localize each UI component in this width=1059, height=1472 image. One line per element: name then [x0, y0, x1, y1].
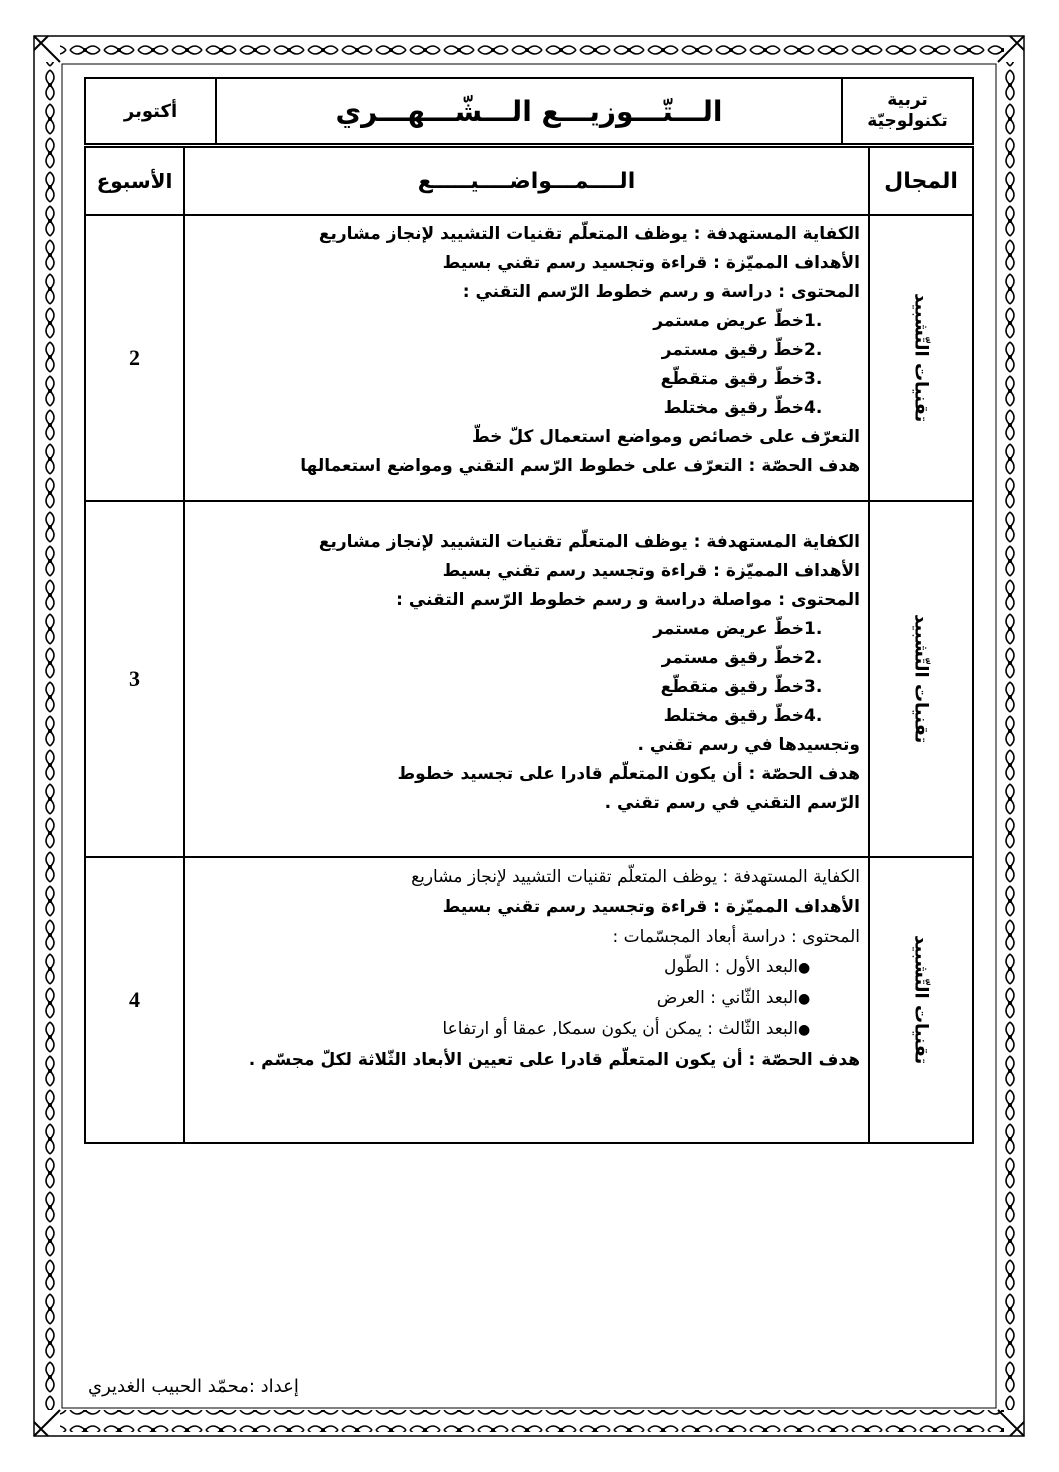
topics-cell — [183, 502, 868, 856]
table-row — [84, 858, 974, 1144]
numbered-list — [193, 307, 860, 423]
competence-text: الكفاية المستهدفة : يوظف المتعلّم تقنيات التشييد لإنجاز مشاريع — [411, 867, 860, 887]
list-item: ●البعد الثّالث : يمكن أن يكون سمكا, عمقا أو ارتفاعا — [442, 1019, 811, 1039]
list-item: ●البعد الأول : الطّول — [663, 957, 811, 977]
list-item: .3خطّ رقيق متقطّع — [660, 369, 823, 389]
objectives-text: الأهداف المميّزة : قراءة وتجسيد رسم تقني بسيط — [442, 253, 860, 273]
week-number: 2 — [129, 345, 140, 370]
subject-line-1: تربية — [887, 89, 928, 110]
table-row — [84, 216, 974, 502]
content-text: المحتوى : دراسة أبعاد المجسّمات : — [612, 927, 860, 947]
column-header-week: الأسبوع — [96, 169, 173, 193]
list-item: .2خطّ رقيق مستمر — [661, 648, 823, 668]
subject-line-2: تكنولوجيّة — [867, 111, 948, 131]
list-item: .3خطّ رقيق متقطّع — [660, 677, 823, 697]
numbered-list — [193, 615, 860, 731]
goal-text: هدف الحصّة : أن يكون المتعلّم قادرا على تعيين الأبعاد الثّلاثة لكلّ مجسّم . — [248, 1050, 860, 1070]
objectives-text: الأهداف المميّزة : قراءة وتجسيد رسم تقني بسيط — [442, 561, 860, 581]
list-item: .1خطّ عريض مستمر — [653, 311, 823, 331]
column-header-topics: الــــمـــواضــــيـــــع — [183, 148, 868, 214]
table-row — [84, 502, 974, 858]
header-row — [84, 77, 974, 145]
domain-text: تقنيات التّشبيد — [910, 293, 932, 423]
goal-text: هدف الحصّة : أن يكون المتعلّم قادرا على تجسيد خطوط الرّسم التقني في رسم تقني . — [397, 764, 860, 813]
competence-text: الكفاية المستهدفة : يوظف المتعلّم تقنيات التشييد لإنجاز مشاريع — [318, 532, 860, 552]
goal-text: هدف الحصّة : التعرّف على خطوط الرّسم التقني ومواضع استعمالها — [300, 456, 860, 476]
topics-cell — [183, 858, 868, 1142]
column-header-domain: المجال — [868, 148, 972, 214]
list-item: .2خطّ رقيق مستمر — [661, 340, 823, 360]
domain-cell — [868, 216, 972, 500]
topics-cell — [183, 216, 868, 500]
list-item: .4خطّ رقيق مختلط — [663, 398, 823, 418]
week-number: 3 — [129, 666, 140, 691]
domain-cell — [868, 858, 972, 1142]
list-item: .1خطّ عريض مستمر — [653, 619, 823, 639]
content-text: المحتوى : مواصلة دراسة و رسم خطوط الرّسم التقني : — [396, 590, 860, 610]
objectives-text: الأهداف المميّزة : قراءة وتجسيد رسم تقني بسيط — [442, 897, 860, 917]
domain-cell — [868, 502, 972, 856]
page-title: الـــتّـــوزيـــع الـــشّـــهـــري — [215, 79, 841, 143]
domain-text: تقنيات التّشبيد — [910, 614, 932, 744]
content-text: المحتوى : دراسة و رسم خطوط الرّسم التقني : — [462, 282, 860, 302]
column-header-row — [84, 146, 974, 216]
list-item: .4خطّ رقيق مختلط — [663, 706, 823, 726]
month-label: أكتوبر — [123, 100, 178, 122]
list-item: ●البعد الثّاني : العرض — [656, 988, 811, 1008]
author-credit: إعداد :محمّد الحبيب الغديري — [88, 1376, 299, 1397]
domain-text: تقنيات التّشبيد — [910, 935, 932, 1065]
after-text: وتجسيدها في رسم تقني . — [637, 735, 860, 755]
week-number: 4 — [129, 987, 140, 1012]
bullet-list — [193, 952, 860, 1045]
after-text: التعرّف على خصائص ومواضع استعمال كلّ خطّ — [471, 427, 860, 447]
subject-label — [841, 79, 972, 143]
competence-text: الكفاية المستهدفة : يوظف المتعلّم تقنيات التشييد لإنجاز مشاريع — [318, 224, 860, 244]
